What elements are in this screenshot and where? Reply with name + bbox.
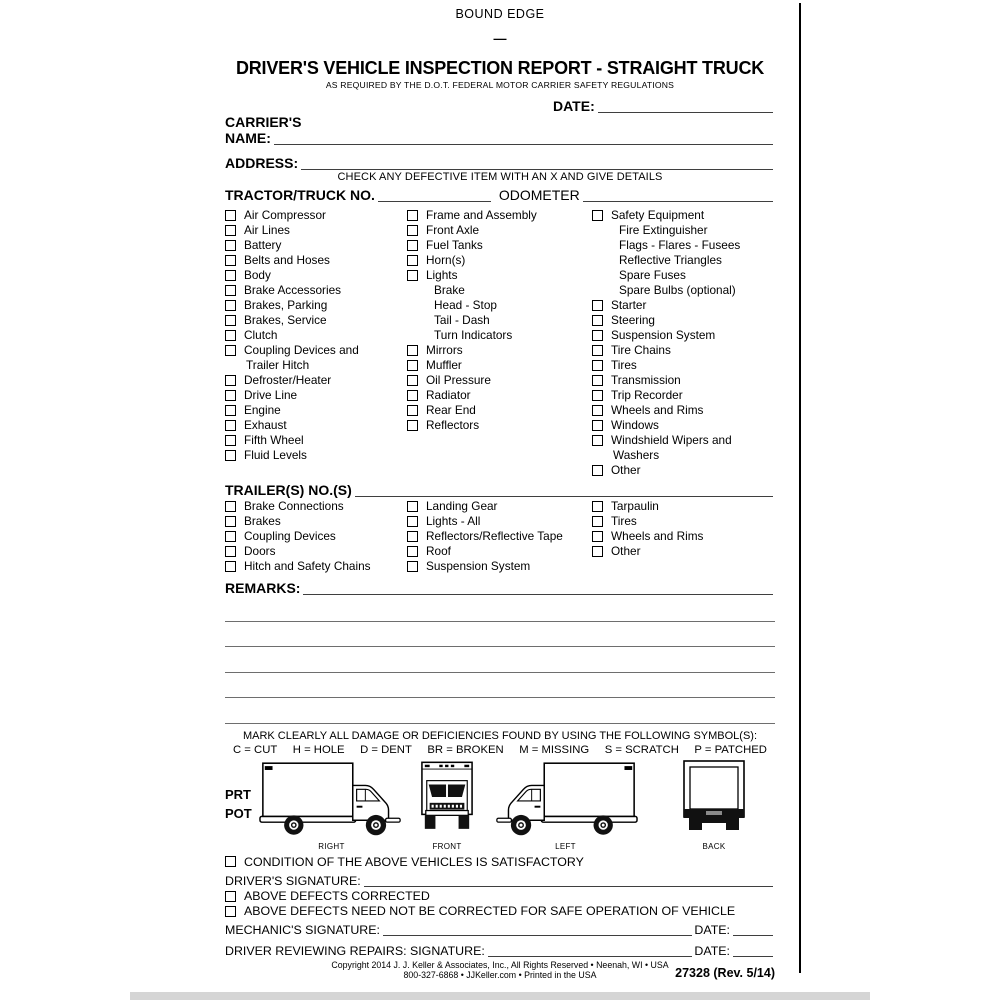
- checklist-item-label: Brake Connections: [244, 499, 344, 513]
- checklist-item-label: Brake Accessories: [244, 283, 342, 297]
- checklist-item: [225, 559, 407, 574]
- checklist-item-label: Other: [611, 544, 641, 558]
- checkbox[interactable]: [225, 561, 236, 572]
- checkbox[interactable]: [407, 225, 418, 236]
- checklist-item: [592, 514, 775, 529]
- checklist-item: [592, 328, 775, 343]
- checklist-item: [592, 463, 775, 478]
- checklist-item: [592, 544, 775, 559]
- checklist-item: [407, 343, 592, 358]
- checklist-item-label: Lights: [426, 268, 458, 282]
- checklist-item-label: Windows: [611, 418, 659, 432]
- truck-view-caption: BACK: [702, 841, 726, 851]
- date-row: [225, 98, 775, 114]
- prt-label: PRT: [225, 786, 251, 802]
- checklist-item: [225, 253, 407, 268]
- checklist-item: [225, 514, 407, 529]
- checklist-item-label: Landing Gear: [426, 499, 498, 513]
- checklist-item-label: Defroster/Heater: [244, 373, 332, 387]
- checkbox[interactable]: [225, 285, 236, 296]
- carrier-name-row: [225, 129, 775, 146]
- checklist-item: [407, 529, 592, 544]
- defects-not-corrected-row: [225, 905, 775, 918]
- checklist-item-label: Frame and Assembly: [426, 208, 537, 222]
- checklist-item-label: Brakes, Parking: [244, 298, 328, 312]
- truck-view-caption: FRONT: [432, 841, 462, 851]
- checklist-item: [407, 283, 592, 298]
- checkbox[interactable]: [592, 315, 603, 326]
- checklist-item-label: Brake: [434, 283, 465, 297]
- vehicle-diagram-row: [225, 759, 775, 849]
- checkbox[interactable]: [225, 345, 236, 356]
- form-subtitle: AS REQUIRED BY THE D.O.T. FEDERAL MOTOR CARRIER SAFETY REGULATIONS: [325, 80, 675, 90]
- form-title: DRIVER'S VEHICLE INSPECTION REPORT - STRAIGHT TRUCK: [235, 58, 765, 78]
- checklist-item-label: Belts and Hoses: [244, 253, 330, 267]
- checklist-item-label: Safety Equipment: [611, 208, 705, 222]
- checklist-item-label: Horn(s): [426, 253, 466, 267]
- mechanic-date-input-line[interactable]: [733, 932, 773, 936]
- checklist-item-label: Air Compressor: [244, 208, 326, 222]
- checklist-item: [592, 223, 775, 238]
- reviewing-date-label: DATE:: [694, 943, 730, 958]
- checkbox[interactable]: [592, 501, 603, 512]
- checklist-item: [407, 559, 592, 574]
- checklist-item: [225, 544, 407, 559]
- checkbox[interactable]: [407, 240, 418, 251]
- mechanics-signature-row: [225, 920, 775, 937]
- checklist-item: [592, 283, 775, 298]
- damage-symbol: M = MISSING: [519, 743, 590, 756]
- checklist-item-label: Washers: [613, 448, 660, 462]
- checkbox[interactable]: [407, 255, 418, 266]
- remarks-input-line[interactable]: [303, 591, 773, 595]
- defects-corrected-row: [225, 890, 775, 903]
- checklist-item-label: Spare Fuses: [619, 268, 686, 282]
- checklist-item-label: Suspension System: [426, 559, 531, 573]
- driver-reviewing-signature-input-line[interactable]: [488, 953, 693, 957]
- checklist-item: [592, 499, 775, 514]
- prt-pot-block: [225, 785, 259, 823]
- checkbox[interactable]: [592, 420, 603, 431]
- truck-left-view: [493, 759, 638, 851]
- checklist-item: [225, 328, 407, 343]
- checklist-item: [225, 388, 407, 403]
- fold-mark: —: [493, 31, 507, 46]
- trailer-checklist-column-1: [225, 499, 407, 574]
- checkbox[interactable]: [407, 561, 418, 572]
- condition-satisfactory-label: CONDITION OF THE ABOVE VEHICLES IS SATISFACTORY: [244, 854, 584, 869]
- checklist-item-label: Rear End: [426, 403, 476, 417]
- checklist-item-label: Windshield Wipers and: [611, 433, 732, 447]
- inspection-form-sheet: [225, 0, 775, 981]
- checkbox[interactable]: [225, 420, 236, 431]
- checklist-item: [592, 373, 775, 388]
- checklist-item: [407, 499, 592, 514]
- checklist-item-label: Starter: [611, 298, 647, 312]
- checklist-item: [225, 358, 407, 373]
- trailer-checklist-column-3: [592, 499, 775, 574]
- checklist-item: [407, 208, 592, 223]
- checklist-item: [592, 388, 775, 403]
- checklist-item: [407, 358, 592, 373]
- damage-symbol: D = DENT: [360, 743, 412, 756]
- defects-corrected-label: ABOVE DEFECTS CORRECTED: [244, 889, 430, 903]
- checklist-item-label: Muffler: [426, 358, 462, 372]
- checklist-item-label: Trip Recorder: [611, 388, 683, 402]
- checkbox[interactable]: [592, 210, 603, 221]
- checklist-item-label: Oil Pressure: [426, 373, 491, 387]
- checklist-item: [225, 529, 407, 544]
- checklist-item-label: Drive Line: [244, 388, 298, 402]
- checklist-item-label: Other: [611, 463, 641, 477]
- checklist-item-label: Tires: [611, 358, 637, 372]
- trailer-checklist: [225, 499, 775, 574]
- checklist-item-label: Transmission: [611, 373, 681, 387]
- checkbox[interactable]: [592, 330, 603, 341]
- checklist-item: [225, 343, 407, 358]
- checkbox[interactable]: [592, 516, 603, 527]
- checklist-item-label: Hitch and Safety Chains: [244, 559, 371, 573]
- checklist-item: [225, 373, 407, 388]
- checkbox[interactable]: [225, 240, 236, 251]
- pad-edge-bar: [130, 992, 870, 1000]
- checklist-item-label: Reflective Triangles: [619, 253, 722, 267]
- damage-symbol: BR = BROKEN: [427, 743, 504, 756]
- checklist-item: [225, 313, 407, 328]
- sheet-right-edge-line: [799, 3, 801, 973]
- truck-front-illustration: [420, 759, 474, 837]
- checklist-item-label: Fire Extinguisher: [619, 223, 708, 237]
- condition-satisfactory-checkbox[interactable]: [225, 856, 236, 867]
- address-row: [225, 154, 775, 171]
- tractor-truck-no-input-line[interactable]: [378, 198, 491, 202]
- checklist-item-label: Turn Indicators: [434, 328, 513, 342]
- damage-legend-instruction: MARK CLEARLY ALL DAMAGE OR DEFICIENCIES FOUND BY USING THE FOLLOWING SYMBOL(S):: [242, 729, 758, 742]
- checklist-item: [592, 238, 775, 253]
- checkbox[interactable]: [592, 465, 603, 476]
- checkbox[interactable]: [592, 300, 603, 311]
- reviewing-date-input-line[interactable]: [733, 953, 773, 957]
- checkbox[interactable]: [225, 450, 236, 461]
- checklist-item-label: Wheels and Rims: [611, 529, 704, 543]
- truck-view-caption: LEFT: [555, 841, 576, 851]
- checklist-item-label: Body: [244, 268, 271, 282]
- checklist-item-label: Tire Chains: [611, 343, 671, 357]
- checklist-item: [225, 208, 407, 223]
- checkbox[interactable]: [225, 300, 236, 311]
- checkbox[interactable]: [592, 345, 603, 356]
- checklist-item: [225, 283, 407, 298]
- checklist-item-label: Radiator: [426, 388, 471, 402]
- checkbox[interactable]: [407, 405, 418, 416]
- checklist-item: [592, 358, 775, 373]
- footer: [225, 960, 775, 981]
- checklist-item-label: Engine: [244, 403, 281, 417]
- checklist-item: [592, 343, 775, 358]
- checklist-item-label: Suspension System: [611, 328, 716, 342]
- remarks-blank-line[interactable]: [225, 673, 775, 699]
- checkbox[interactable]: [225, 546, 236, 557]
- checklist-item: [592, 433, 775, 448]
- checklist-item-label: Doors: [244, 544, 276, 558]
- driver-reviewing-label: DRIVER REVIEWING REPAIRS: SIGNATURE:: [225, 943, 485, 958]
- defects-not-corrected-label: ABOVE DEFECTS NEED NOT BE CORRECTED FOR SAFE OPERATION OF VEHICLE: [244, 904, 736, 918]
- odometer-input-line[interactable]: [583, 198, 773, 202]
- checkbox[interactable]: [225, 210, 236, 221]
- truck-side-illustration-mirrored: [493, 759, 638, 837]
- checkbox[interactable]: [407, 270, 418, 281]
- truck-back-view: [682, 759, 746, 851]
- condition-satisfactory-row: [225, 855, 775, 869]
- tractor-checklist-column-3: [592, 208, 775, 478]
- checklist-item: [407, 418, 592, 433]
- name-label: NAME:: [225, 130, 271, 146]
- checkbox[interactable]: [225, 516, 236, 527]
- odometer-label: ODOMETER: [498, 187, 580, 203]
- checklist-item: [225, 448, 407, 463]
- checkbox[interactable]: [225, 255, 236, 266]
- checklist-item-label: Tires: [611, 514, 637, 528]
- checklist-item: [407, 514, 592, 529]
- checkbox[interactable]: [407, 420, 418, 431]
- remarks-label: REMARKS:: [225, 580, 301, 596]
- checkbox[interactable]: [592, 435, 603, 446]
- truck-front-view: [420, 759, 474, 851]
- checklist-item-label: Battery: [244, 238, 282, 252]
- checkbox[interactable]: [407, 375, 418, 386]
- truck-right-view: [259, 759, 404, 851]
- checklist-item-label: Tail - Dash: [434, 313, 490, 327]
- damage-symbol: P = PATCHED: [694, 743, 767, 756]
- carrier-name-input-line[interactable]: [274, 141, 773, 145]
- checklist-item: [407, 238, 592, 253]
- driver-reviewing-row: [225, 941, 775, 958]
- checklist-item-label: Exhaust: [244, 418, 287, 432]
- checklist-item: [592, 298, 775, 313]
- checklist-item: [225, 499, 407, 514]
- checklist-item-label: Brakes: [244, 514, 281, 528]
- checkbox[interactable]: [407, 360, 418, 371]
- checklist-item-label: Steering: [611, 313, 655, 327]
- checkbox[interactable]: [407, 546, 418, 557]
- checklist-item: [407, 388, 592, 403]
- trailer-no-input-line[interactable]: [355, 493, 773, 497]
- remarks-row: [225, 578, 775, 596]
- checkbox[interactable]: [225, 531, 236, 542]
- remarks-blank-line[interactable]: [225, 596, 775, 622]
- checkbox[interactable]: [225, 405, 236, 416]
- damage-symbol: H = HOLE: [292, 743, 345, 756]
- checklist-item: [592, 313, 775, 328]
- checkbox[interactable]: [225, 330, 236, 341]
- date-input-line[interactable]: [598, 109, 773, 113]
- checklist-item-label: Fifth Wheel: [244, 433, 304, 447]
- checklist-item-label: Wheels and Rims: [611, 403, 704, 417]
- checklist-item: [407, 223, 592, 238]
- checklist-item: [407, 328, 592, 343]
- trailer-heading-row: [225, 481, 775, 498]
- checklist-item-label: Fuel Tanks: [426, 238, 483, 252]
- checklist-item: [225, 418, 407, 433]
- drivers-signature-row: [225, 872, 775, 888]
- checklist-item: [407, 298, 592, 313]
- checkbox[interactable]: [407, 210, 418, 221]
- tractor-truck-row: [225, 185, 775, 203]
- damage-symbol: S = SCRATCH: [604, 743, 679, 756]
- checklist-item: [407, 268, 592, 283]
- checklist-item: [407, 544, 592, 559]
- checklist-item-label: Front Axle: [426, 223, 480, 237]
- checkbox[interactable]: [407, 531, 418, 542]
- checkbox[interactable]: [407, 501, 418, 512]
- form-number: 27328 (Rev. 5/14): [675, 965, 775, 980]
- checklist-item-label: Spare Bulbs (optional): [619, 283, 736, 297]
- checklist-item: [407, 403, 592, 418]
- checklist-item: [592, 268, 775, 283]
- truck-view-caption: RIGHT: [318, 841, 345, 851]
- checklist-item: [225, 298, 407, 313]
- checklist-item-label: Trailer Hitch: [246, 358, 310, 372]
- tractor-checklist-column-2: [407, 208, 592, 478]
- checklist-item-label: Air Lines: [244, 223, 290, 237]
- checklist-item: [407, 313, 592, 328]
- address-label: ADDRESS:: [225, 155, 299, 171]
- truck-back-illustration: [682, 759, 746, 837]
- damage-symbol: C = CUT: [233, 743, 278, 756]
- mechanic-date-label: DATE:: [694, 922, 730, 937]
- trailer-heading-label: TRAILER(S) NO.(S): [225, 482, 352, 498]
- defects-corrected-checkbox[interactable]: [225, 891, 236, 902]
- checkbox[interactable]: [225, 225, 236, 236]
- tractor-checklist: [225, 208, 775, 478]
- checkbox[interactable]: [407, 516, 418, 527]
- tractor-truck-label: TRACTOR/TRUCK NO.: [225, 187, 375, 203]
- checkbox[interactable]: [225, 270, 236, 281]
- checkbox[interactable]: [225, 375, 236, 386]
- address-input-line[interactable]: [301, 166, 773, 170]
- checkbox[interactable]: [407, 390, 418, 401]
- defects-not-corrected-checkbox[interactable]: [225, 906, 236, 917]
- date-label: DATE:: [553, 98, 595, 114]
- bound-edge-label: BOUND EDGE: [455, 7, 545, 21]
- checklist-item-label: Fluid Levels: [244, 448, 307, 462]
- checklist-item: [225, 403, 407, 418]
- trailer-checklist-column-2: [407, 499, 592, 574]
- checklist-item: [225, 223, 407, 238]
- checkbox[interactable]: [592, 405, 603, 416]
- checklist-item: [592, 529, 775, 544]
- checklist-item: [407, 373, 592, 388]
- checklist-item: [225, 238, 407, 253]
- checklist-item-label: Coupling Devices and: [244, 343, 359, 357]
- checklist-item: [225, 268, 407, 283]
- carriers-label: CARRIER'S: [225, 114, 302, 130]
- checkbox[interactable]: [407, 345, 418, 356]
- checklist-item: [592, 208, 775, 223]
- checklist-item-label: Clutch: [244, 328, 278, 342]
- checklist-item-label: Reflectors/Reflective Tape: [426, 529, 563, 543]
- checklist-item: [592, 403, 775, 418]
- checklist-item-label: Head - Stop: [434, 298, 497, 312]
- drivers-signature-input-line[interactable]: [364, 883, 773, 887]
- copyright-line-2: 800-327-6868 • JJKeller.com • Printed in the USA: [403, 970, 597, 980]
- truck-side-illustration: [259, 759, 404, 837]
- checkbox[interactable]: [592, 390, 603, 401]
- mechanics-signature-input-line[interactable]: [383, 932, 692, 936]
- checklist-item: [407, 253, 592, 268]
- checkbox[interactable]: [592, 360, 603, 371]
- checkbox[interactable]: [225, 501, 236, 512]
- remarks-blank-line[interactable]: [225, 698, 775, 724]
- checklist-item-label: Reflectors: [426, 418, 480, 432]
- remarks-blank-line[interactable]: [225, 647, 775, 673]
- damage-symbols-row: [225, 744, 775, 757]
- checkbox[interactable]: [592, 375, 603, 386]
- checklist-item-label: Tarpaulin: [611, 499, 659, 513]
- checkbox[interactable]: [592, 546, 603, 557]
- pot-label: POT: [225, 805, 252, 821]
- checklist-item-label: Lights - All: [426, 514, 481, 528]
- checklist-item-label: Coupling Devices: [244, 529, 336, 543]
- checkbox[interactable]: [225, 390, 236, 401]
- defect-instruction: CHECK ANY DEFECTIVE ITEM WITH AN X AND GIVE DETAILS: [337, 171, 663, 183]
- tractor-checklist-column-1: [225, 208, 407, 478]
- copyright-line-1: Copyright 2014 J. J. Keller & Associates, Inc., All Rights Reserved • Neenah, WI • USA: [331, 959, 669, 970]
- checklist-item: [592, 253, 775, 268]
- checklist-item-label: Flags - Flares - Fusees: [619, 238, 741, 252]
- checklist-item: [592, 418, 775, 433]
- checkbox[interactable]: [225, 315, 236, 326]
- remarks-blank-line[interactable]: [225, 622, 775, 648]
- checklist-item: [592, 448, 775, 463]
- checklist-item-label: Roof: [426, 544, 451, 558]
- checklist-item-label: Brakes, Service: [244, 313, 327, 327]
- checkbox[interactable]: [592, 531, 603, 542]
- mechanics-signature-label: MECHANIC'S SIGNATURE:: [225, 922, 380, 937]
- checklist-item-label: Mirrors: [426, 343, 463, 357]
- drivers-signature-label: DRIVER'S SIGNATURE:: [225, 873, 361, 888]
- checkbox[interactable]: [225, 435, 236, 446]
- checklist-item: [225, 433, 407, 448]
